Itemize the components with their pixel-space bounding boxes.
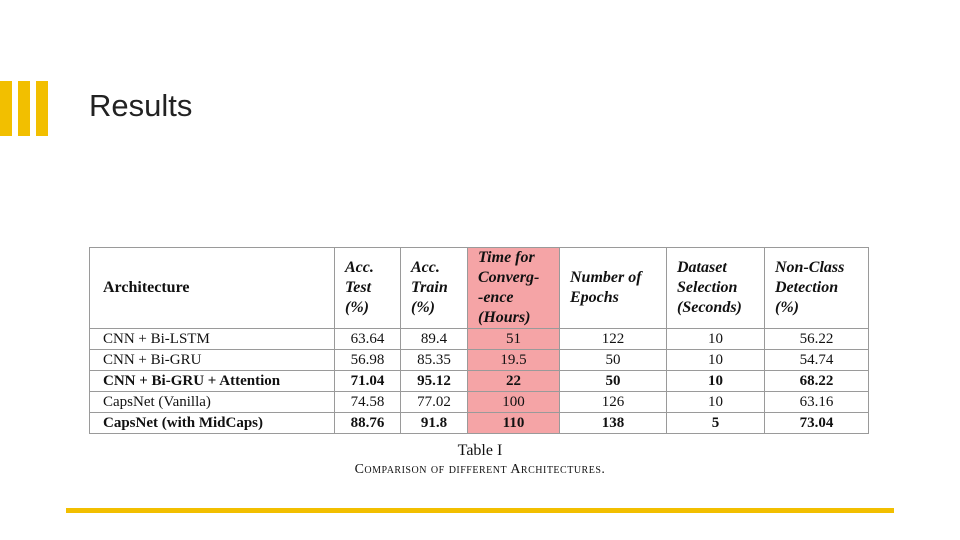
table-cell: 77.02 xyxy=(401,392,468,413)
accent-bar-1 xyxy=(0,81,12,136)
table-cell: 10 xyxy=(667,392,765,413)
table-cell: 126 xyxy=(560,392,667,413)
table-cell: 10 xyxy=(667,350,765,371)
header-non-class-detection: Non-Class Detection (%) xyxy=(765,248,869,329)
table-cell: CNN + Bi-GRU + Attention xyxy=(90,371,335,392)
table-row xyxy=(90,392,869,413)
table-cell: 56.98 xyxy=(335,350,401,371)
slide-title: Results xyxy=(89,88,193,123)
table-cell: CapsNet (Vanilla) xyxy=(90,392,335,413)
accent-bar-2 xyxy=(18,81,30,136)
table-cell: 54.74 xyxy=(765,350,869,371)
table-cell: 5 xyxy=(667,413,765,434)
table-cell: CNN + Bi-LSTM xyxy=(90,329,335,350)
table-header-row xyxy=(90,248,869,329)
table-caption-label: Table I xyxy=(457,442,503,459)
table-cell: 74.58 xyxy=(335,392,401,413)
table-cell: 10 xyxy=(667,371,765,392)
table-row xyxy=(90,413,869,434)
table-cell: 89.4 xyxy=(401,329,468,350)
table-cell: 91.8 xyxy=(401,413,468,434)
header-acc-train: Acc. Train (%) xyxy=(401,248,468,329)
results-table xyxy=(89,247,869,434)
table-cell: CNN + Bi-GRU xyxy=(90,350,335,371)
table-cell: 110 xyxy=(468,413,560,434)
table-cell: 95.12 xyxy=(401,371,468,392)
table-cell: 88.76 xyxy=(335,413,401,434)
table-caption-text: Comparison of different Architectures. xyxy=(354,462,606,477)
table-cell: 71.04 xyxy=(335,371,401,392)
header-convergence-time: Time for Converg- -ence (Hours) xyxy=(468,248,560,329)
table-cell: 122 xyxy=(560,329,667,350)
table-cell: 73.04 xyxy=(765,413,869,434)
table-cell: 85.35 xyxy=(401,350,468,371)
table-cell: 19.5 xyxy=(468,350,560,371)
table-cell: 63.16 xyxy=(765,392,869,413)
table-row xyxy=(90,329,869,350)
table-cell: 50 xyxy=(560,350,667,371)
table-cell: 138 xyxy=(560,413,667,434)
header-dataset-selection: Dataset Selection (Seconds) xyxy=(667,248,765,329)
accent-bar-3 xyxy=(36,81,48,136)
table-cell: 63.64 xyxy=(335,329,401,350)
header-architecture: Architecture xyxy=(90,248,335,329)
table-cell: 22 xyxy=(468,371,560,392)
table-cell: 50 xyxy=(560,371,667,392)
table-cell: 51 xyxy=(468,329,560,350)
table-cell: CapsNet (with MidCaps) xyxy=(90,413,335,434)
table-row xyxy=(90,350,869,371)
table-cell: 10 xyxy=(667,329,765,350)
table-cell: 68.22 xyxy=(765,371,869,392)
table-row xyxy=(90,371,869,392)
header-acc-test: Acc. Test (%) xyxy=(335,248,401,329)
table-cell: 56.22 xyxy=(765,329,869,350)
header-epochs: Number of Epochs xyxy=(560,248,667,329)
table-cell: 100 xyxy=(468,392,560,413)
bottom-accent-rule xyxy=(66,508,894,513)
